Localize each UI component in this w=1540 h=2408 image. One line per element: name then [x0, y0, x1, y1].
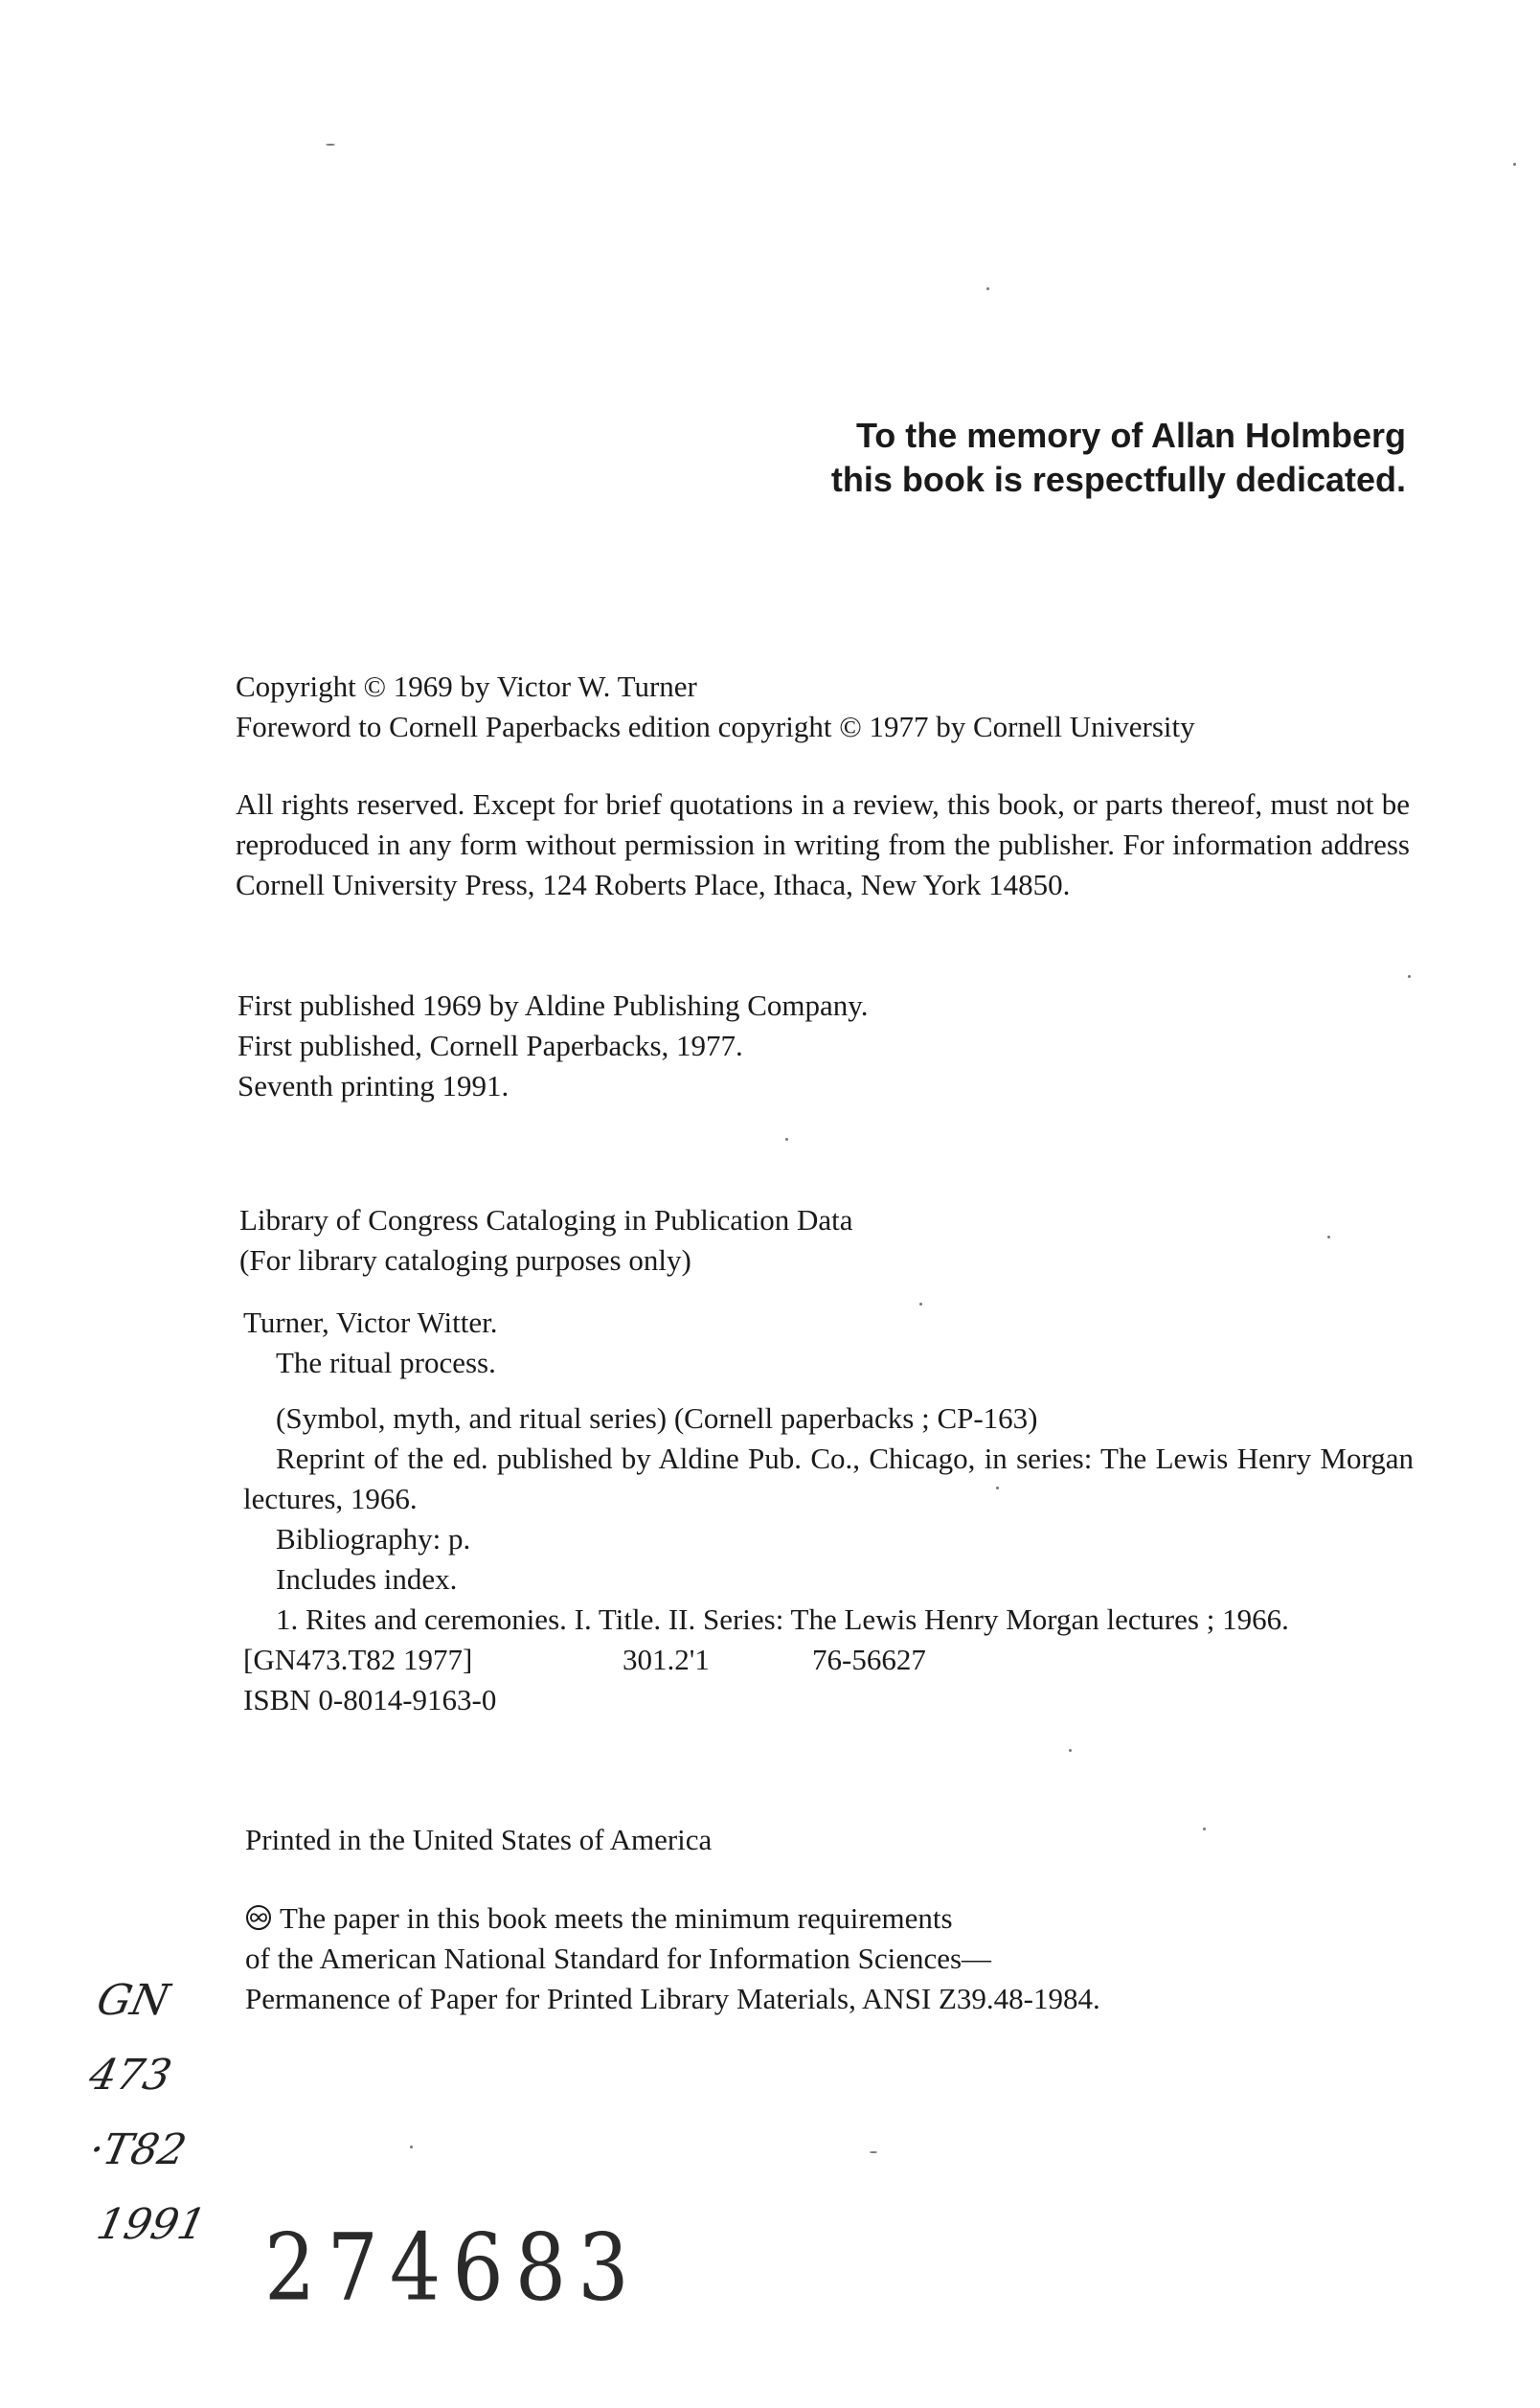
scan-speck [1408, 975, 1411, 978]
handwritten-line: ·T82 [84, 2125, 191, 2174]
catalog-series: (Symbol, myth, and ritual series) (Cornell paperbacks ; CP-163) [276, 1401, 1038, 1435]
copyright-line: Copyright © 1969 by Victor W. Turner [236, 670, 697, 703]
paper-permanence-notice [245, 1898, 1100, 2019]
scan-speck [1203, 1828, 1206, 1830]
handwritten-line: 473 [84, 2051, 176, 2100]
publication-history [238, 986, 869, 1106]
infinity-in-circle-icon [245, 1904, 272, 1931]
publication-line: First published 1969 by Aldine Publishing Company. [238, 988, 869, 1022]
dedication [831, 414, 1406, 502]
catalog-classification: 301.2'1 [623, 1643, 710, 1676]
spacer [243, 1383, 1414, 1398]
paper-notice-line: Permanence of Paper for Printed Library Materials, ANSI Z39.48-1984. [245, 1982, 1100, 2015]
catalog-isbn: ISBN 0-8014-9163-0 [243, 1683, 497, 1716]
scan-speck [785, 1138, 788, 1141]
handwritten-call-number [84, 1964, 211, 2262]
paper-notice-line: of the American National Standard for Information Sciences— [245, 1942, 992, 1975]
copyright-line: Foreword to Cornell Paperbacks edition copyright © 1977 by Cornell University [236, 710, 1195, 743]
catalog-call-row [243, 1640, 1414, 1680]
dedication-line: To the memory of Allan Holmberg [855, 416, 1406, 455]
catalog-subjects: 1. Rites and ceremonies. I. Title. II. Series: The Lewis Henry Morgan lectures ; 1966. [276, 1602, 1289, 1636]
catalog-reprint-note: Reprint of the ed. published by Aldine Pub. Co., Chicago, in series: The Lewis Henry Morgan lectures, 1966. [243, 1442, 1414, 1515]
copyright-notice [236, 667, 1195, 747]
catalog-call-number: [GN473.T82 1977] [243, 1643, 473, 1676]
dedication-line: this book is respectfully dedicated. [830, 460, 1406, 499]
handwritten-line: 1991 [92, 2200, 211, 2249]
cataloging-heading-line: Library of Congress Cataloging in Publication Data [239, 1203, 853, 1237]
cataloging-heading [239, 1200, 853, 1281]
catalog-bibliography: Bibliography: p. [276, 1522, 471, 1556]
catalog-index: Includes index. [276, 1562, 458, 1596]
publication-line: First published, Cornell Paperbacks, 1977. [238, 1029, 743, 1062]
publication-line: Seventh printing 1991. [238, 1069, 510, 1102]
handwritten-line: GN [92, 1976, 174, 2025]
scan-speck [410, 2146, 413, 2148]
catalog-author: Turner, Victor Witter. [243, 1306, 498, 1339]
rights-text: All rights reserved. Except for brief quotations in a review, this book, or parts thereof, must not be reproduced in any form without permission in writing from the publisher. For information address Cornell University Press, 124 Roberts Place, Ithaca, New York 14850. [236, 787, 1410, 901]
scan-speck [1069, 1749, 1072, 1752]
accession-stamp-number: 274683 [264, 2213, 641, 2322]
paper-notice-text: The paper in this book meets the minimum requirements [280, 1901, 953, 1935]
scan-speck [986, 287, 989, 290]
printed-in: Printed in the United States of America [245, 1823, 713, 1856]
catalog-title: The ritual process. [276, 1346, 496, 1379]
cataloging-entry [243, 1303, 1414, 1720]
scan-speck [1513, 163, 1516, 166]
catalog-lccn: 76-56627 [812, 1643, 926, 1676]
rights-reserved-paragraph [236, 784, 1410, 905]
scan-speck [1327, 1236, 1330, 1238]
cataloging-heading-line: (For library cataloging purposes only) [239, 1243, 691, 1277]
scan-speck [326, 144, 335, 146]
paper-notice-line [245, 1898, 1100, 1939]
scan-speck [870, 2151, 877, 2153]
